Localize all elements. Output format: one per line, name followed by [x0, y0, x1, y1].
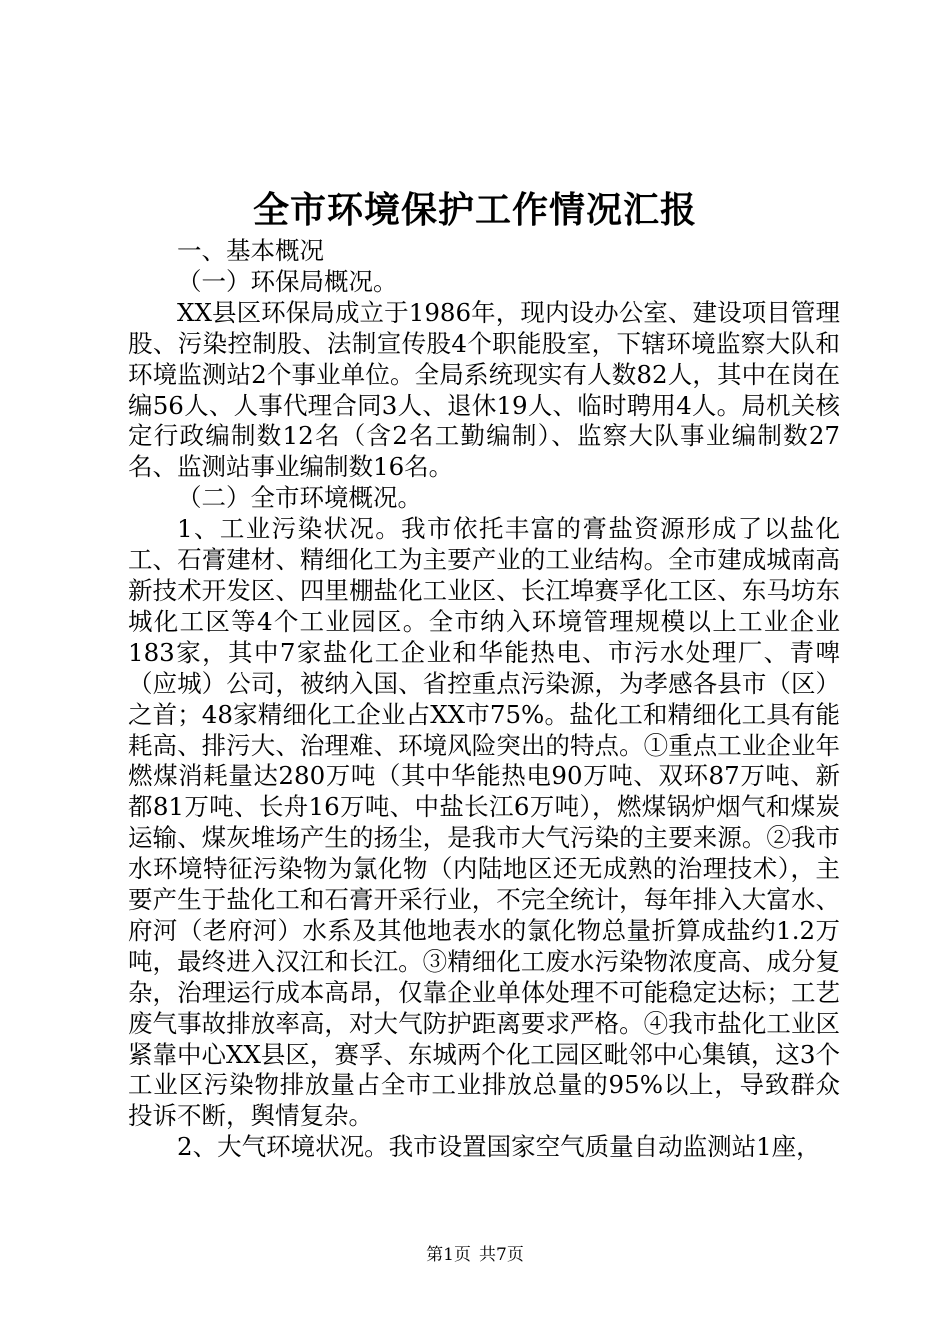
paragraph-air-environment: 2、大气环境状况。我市设置国家空气质量自动监测站1座，	[177, 1132, 821, 1162]
subsection-heading-city-environment: （二）全市环境概况。	[177, 483, 422, 513]
paragraph-industrial-pollution: 1、工业污染状况。我市依托丰富的膏盐资源形成了以盐化工、石膏建材、精细化工为主要产业的工业结构。全市建成城南高新技术开发区、四里棚盐化工业区、长江埠赛孚化工区、东马坊东城化工区等4个工业园区。全市纳入环境管理规模以上工业企业183家，其中7家盐化工企业和华能热电、市污水处理厂、青啤（应城）公司，被纳入国、省控重点污染源，为孝感各县市（区）之首；48家精细化工企业占XX市75%。盐化工和精细化工具有能耗高、排污大、治理难、环境风险突出的特点。①重点工业企业年燃煤消耗量达280万吨（其中华能热电90万吨、双环87万吨、新都81万吨、长舟16万吨、中盐长江6万吨），燃煤锅炉烟气和煤炭运输、煤灰堆场产生的扬尘，是我市大气污染的主要来源。②我市水环境特征污染物为氯化物（内陆地区还无成熟的治理技术），主要产生于盐化工和石膏开采行业，不完全统计，每年排入大富水、府河（老府河）水系及其他地表水的氯化物总量折算成盐约1.2万吨，最终进入汉江和长江。③精细化工废水污染物浓度高、成分复杂，治理运行成本高昂，仅靠企业单体处理不可能稳定达标；工艺废气事故排放率高，对大气防护距离要求严格。④我市盐化工业区紧靠中心XX县区，赛孚、东城两个化工园区毗邻中心集镇，这3个工业区污染物排放量占全市工业排放总量的95%以上，导致群众投诉不断，舆情复杂。	[128, 514, 840, 1131]
page-number-current: 第1页	[426, 1245, 471, 1265]
document-title: 全市环境保护工作情况汇报	[252, 189, 697, 231]
paragraph-bureau-overview: XX县区环保局成立于1986年，现内设办公室、建设项目管理股、污染控制股、法制宣传股4个职能股室，下辖环境监察大队和环境监测站2个事业单位。全局系统现实有人数82人，其中在岗在编56人、人事代理合同3人、退休19人、临时聘用4人。局机关核定行政编制数12名（含2名工勤编制）、监察大队事业编制数27名、监测站事业编制数16名。	[128, 297, 840, 482]
page-footer	[0, 1244, 950, 1266]
page-number-total: 共7页	[479, 1245, 524, 1265]
subsection-heading-bureau-overview: （一）环保局概况。	[177, 266, 398, 296]
section-heading-basic-overview: 一、基本概况	[177, 236, 324, 265]
document-body	[128, 236, 840, 1163]
